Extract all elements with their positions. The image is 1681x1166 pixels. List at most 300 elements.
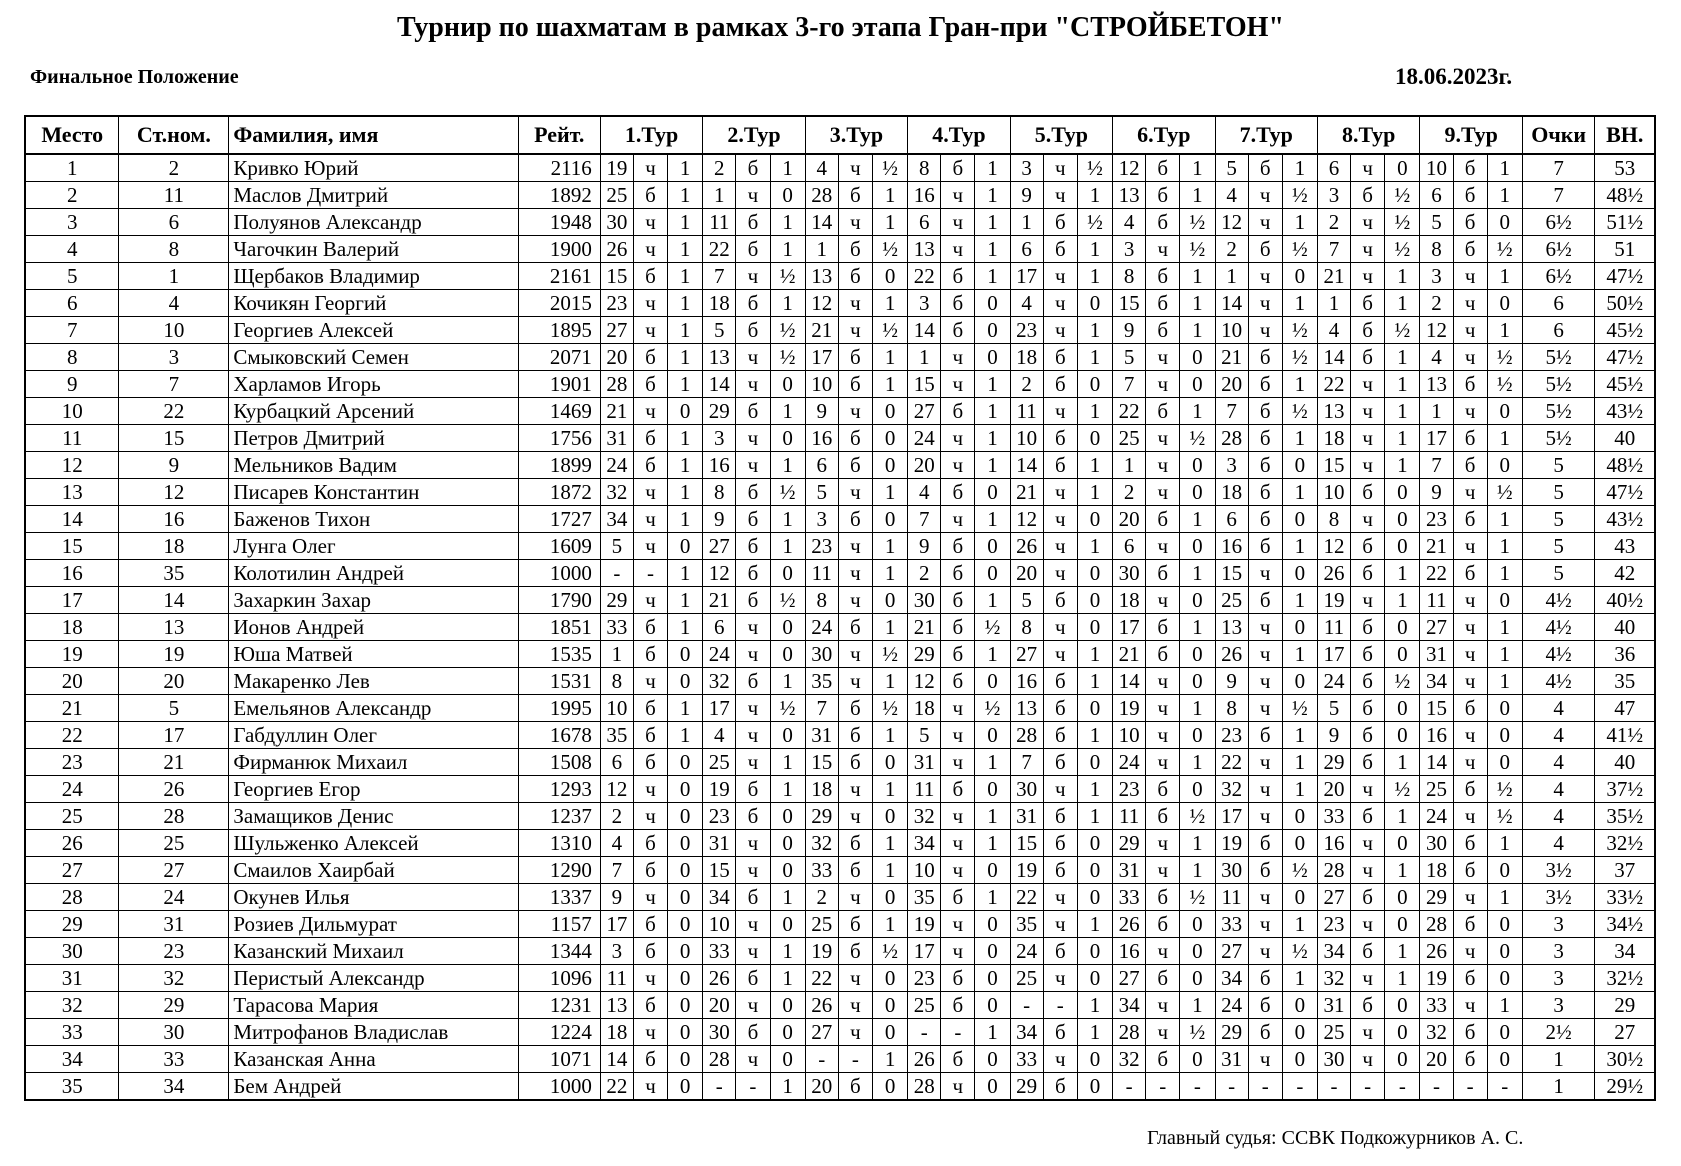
result-cell: 1 <box>1487 533 1522 560</box>
result-cell: 0 <box>1077 965 1112 992</box>
result-cell: 0 <box>975 344 1010 371</box>
rating-cell: 1231 <box>518 992 600 1019</box>
opponent-cell: 2 <box>600 803 633 830</box>
start-number-cell: 21 <box>119 749 229 776</box>
result-cell: 0 <box>1385 614 1420 641</box>
color-cell: ч <box>1248 641 1282 668</box>
opponent-cell: 32 <box>1215 776 1248 803</box>
color-cell: ч <box>1351 965 1385 992</box>
color-cell: б <box>1146 1046 1180 1073</box>
result-cell: ½ <box>1180 425 1215 452</box>
result-cell: 0 <box>1487 452 1522 479</box>
player-name-cell: Смаилов Хаирбай <box>229 857 518 884</box>
opponent-cell: 24 <box>908 425 941 452</box>
opponent-cell: 1 <box>1317 290 1350 317</box>
opponent-cell: 7 <box>600 857 633 884</box>
start-number-cell: 24 <box>119 884 229 911</box>
result-cell: 0 <box>1180 533 1215 560</box>
color-cell: ч <box>1351 1046 1385 1073</box>
color-cell: б <box>838 695 872 722</box>
color-cell: б <box>1248 722 1282 749</box>
result-cell: 1 <box>872 668 907 695</box>
opponent-cell: 26 <box>600 236 633 263</box>
result-cell: ½ <box>1282 344 1317 371</box>
result-cell: 0 <box>1077 587 1112 614</box>
color-cell: б <box>1043 668 1077 695</box>
result-cell: 0 <box>872 803 907 830</box>
result-cell: 1 <box>1487 668 1522 695</box>
opponent-cell: 17 <box>1317 641 1350 668</box>
color-cell: ч <box>1351 857 1385 884</box>
opponent-cell: 28 <box>600 371 633 398</box>
opponent-cell: 3 <box>1317 182 1350 209</box>
opponent-cell: 16 <box>1010 668 1043 695</box>
color-cell: ч <box>736 371 770 398</box>
result-cell: 0 <box>1077 749 1112 776</box>
tiebreak-cell: 50½ <box>1595 290 1655 317</box>
color-cell: б <box>736 209 770 236</box>
color-cell: ч <box>1043 965 1077 992</box>
color-cell: ч <box>1043 533 1077 560</box>
rating-cell: 1851 <box>518 614 600 641</box>
color-cell: - <box>633 560 667 587</box>
color-cell: б <box>1146 884 1180 911</box>
opponent-cell: 11 <box>703 209 736 236</box>
result-cell: ½ <box>975 614 1010 641</box>
tiebreak-cell: 40½ <box>1595 587 1655 614</box>
result-cell: 1 <box>668 722 703 749</box>
result-cell: 1 <box>1077 452 1112 479</box>
player-name-cell: Георгиев Егор <box>229 776 518 803</box>
result-cell: 1 <box>668 209 703 236</box>
opponent-cell: 25 <box>1215 587 1248 614</box>
rating-cell: 1895 <box>518 317 600 344</box>
color-cell: ч <box>633 1019 667 1046</box>
color-cell: ч <box>941 452 975 479</box>
rating-cell: 2161 <box>518 263 600 290</box>
opponent-cell: 15 <box>1420 695 1453 722</box>
color-cell: ч <box>1043 398 1077 425</box>
tiebreak-cell: 53 <box>1595 154 1655 182</box>
start-number-cell: 34 <box>119 1073 229 1101</box>
color-cell: б <box>1453 857 1487 884</box>
start-number-cell: 2 <box>119 154 229 182</box>
points-cell: 1 <box>1522 1073 1595 1101</box>
result-cell: 1 <box>668 290 703 317</box>
opponent-cell: 2 <box>1010 371 1043 398</box>
rating-cell: 1872 <box>518 479 600 506</box>
result-cell: 0 <box>1180 668 1215 695</box>
result-cell: 0 <box>1487 911 1522 938</box>
place-cell: 18 <box>25 614 119 641</box>
result-cell: 1 <box>1077 776 1112 803</box>
color-cell: б <box>633 857 667 884</box>
result-cell: 0 <box>1282 1046 1317 1073</box>
opponent-cell: 29 <box>1420 884 1453 911</box>
result-cell: 1 <box>1282 722 1317 749</box>
player-name-cell: Емельянов Александр <box>229 695 518 722</box>
opponent-cell: 24 <box>1317 668 1350 695</box>
opponent-cell: 29 <box>908 641 941 668</box>
opponent-cell: 5 <box>1215 154 1248 182</box>
opponent-cell: - <box>1010 992 1043 1019</box>
result-cell: 0 <box>1077 1046 1112 1073</box>
color-cell: б <box>736 154 770 182</box>
color-cell: ч <box>838 803 872 830</box>
table-row <box>25 776 1655 803</box>
place-cell: 4 <box>25 236 119 263</box>
result-cell: ½ <box>1282 857 1317 884</box>
result-cell: 1 <box>975 830 1010 857</box>
result-cell: ½ <box>872 154 907 182</box>
opponent-cell: 20 <box>1113 506 1146 533</box>
color-cell: ч <box>1146 668 1180 695</box>
tiebreak-cell: 40 <box>1595 425 1655 452</box>
tiebreak-cell: 33½ <box>1595 884 1655 911</box>
opponent-cell: 32 <box>703 668 736 695</box>
color-cell: б <box>1351 992 1385 1019</box>
table-row <box>25 614 1655 641</box>
opponent-cell: 18 <box>1317 425 1350 452</box>
result-cell: 1 <box>975 154 1010 182</box>
points-cell: 7 <box>1522 182 1595 209</box>
color-cell: ч <box>1146 1019 1180 1046</box>
result-cell: 0 <box>1180 641 1215 668</box>
table-row <box>25 803 1655 830</box>
opponent-cell: 20 <box>600 344 633 371</box>
result-cell: 0 <box>1282 668 1317 695</box>
points-cell: 4 <box>1522 749 1595 776</box>
color-cell: ч <box>1146 371 1180 398</box>
column-header: ВН. <box>1595 116 1655 154</box>
place-cell: 11 <box>25 425 119 452</box>
color-cell: б <box>1351 884 1385 911</box>
result-cell: 0 <box>872 749 907 776</box>
opponent-cell: 22 <box>1010 884 1043 911</box>
opponent-cell: 7 <box>1113 371 1146 398</box>
opponent-cell: 1 <box>600 641 633 668</box>
result-cell: 1 <box>1385 587 1420 614</box>
result-cell: 0 <box>1180 1046 1215 1073</box>
place-cell: 2 <box>25 182 119 209</box>
column-header: Место <box>25 116 119 154</box>
result-cell: - <box>1282 1073 1317 1101</box>
color-cell: б <box>1248 154 1282 182</box>
opponent-cell: 13 <box>703 344 736 371</box>
result-cell: ½ <box>1077 209 1112 236</box>
place-cell: 12 <box>25 452 119 479</box>
color-cell: б <box>1146 182 1180 209</box>
opponent-cell: 4 <box>1215 182 1248 209</box>
opponent-cell: 11 <box>1420 587 1453 614</box>
table-row <box>25 722 1655 749</box>
result-cell: ½ <box>1282 182 1317 209</box>
opponent-cell: 26 <box>1215 641 1248 668</box>
color-cell: ч <box>736 722 770 749</box>
color-cell: - <box>1146 1073 1180 1101</box>
rating-cell: 1678 <box>518 722 600 749</box>
color-cell: ч <box>1248 263 1282 290</box>
color-cell: ч <box>1043 479 1077 506</box>
opponent-cell: 20 <box>1215 371 1248 398</box>
result-cell: 0 <box>770 182 805 209</box>
result-cell: 0 <box>1487 722 1522 749</box>
opponent-cell: - <box>600 560 633 587</box>
color-cell: б <box>1351 560 1385 587</box>
opponent-cell: 18 <box>703 290 736 317</box>
opponent-cell: - <box>908 1019 941 1046</box>
table-row <box>25 263 1655 290</box>
color-cell: б <box>1453 182 1487 209</box>
rating-cell: 1727 <box>518 506 600 533</box>
opponent-cell: 34 <box>1317 938 1350 965</box>
start-number-cell: 17 <box>119 722 229 749</box>
result-cell: 1 <box>1077 317 1112 344</box>
opponent-cell: 11 <box>805 560 838 587</box>
rating-cell: 1337 <box>518 884 600 911</box>
color-cell: ч <box>633 587 667 614</box>
opponent-cell: 34 <box>703 884 736 911</box>
result-cell: 1 <box>1180 857 1215 884</box>
color-cell: ч <box>838 965 872 992</box>
result-cell: ½ <box>1282 317 1317 344</box>
tiebreak-cell: 51½ <box>1595 209 1655 236</box>
opponent-cell: 14 <box>703 371 736 398</box>
opponent-cell: 1 <box>1113 452 1146 479</box>
result-cell: 0 <box>1077 938 1112 965</box>
opponent-cell: 23 <box>908 965 941 992</box>
color-cell: б <box>1043 236 1077 263</box>
opponent-cell: 20 <box>1010 560 1043 587</box>
result-cell: ½ <box>1385 776 1420 803</box>
color-cell: ч <box>1043 1046 1077 1073</box>
color-cell: б <box>1248 506 1282 533</box>
player-name-cell: Казанский Михаил <box>229 938 518 965</box>
color-cell: б <box>1248 587 1282 614</box>
points-cell: 4 <box>1522 722 1595 749</box>
rating-cell: 1609 <box>518 533 600 560</box>
rating-cell: 1344 <box>518 938 600 965</box>
result-cell: 0 <box>668 1019 703 1046</box>
color-cell: ч <box>1351 263 1385 290</box>
start-number-cell: 22 <box>119 398 229 425</box>
result-cell: 1 <box>975 641 1010 668</box>
page-title: Турнир по шахматам в рамках 3-го этапа Гран-при "СТРОЙБЕТОН" <box>396 12 1285 43</box>
color-cell: ч <box>941 911 975 938</box>
result-cell: 0 <box>1077 560 1112 587</box>
points-cell: 7 <box>1522 154 1595 182</box>
player-name-cell: Габдуллин Олег <box>229 722 518 749</box>
opponent-cell: 25 <box>908 992 941 1019</box>
opponent-cell: 30 <box>703 1019 736 1046</box>
result-cell: 0 <box>872 506 907 533</box>
result-cell: 1 <box>1077 722 1112 749</box>
color-cell: ч <box>838 560 872 587</box>
result-cell: 1 <box>1077 263 1112 290</box>
opponent-cell: 17 <box>1420 425 1453 452</box>
opponent-cell: 10 <box>600 695 633 722</box>
tiebreak-cell: 29 <box>1595 992 1655 1019</box>
opponent-cell: 3 <box>908 290 941 317</box>
result-cell: 1 <box>1282 209 1317 236</box>
opponent-cell: 9 <box>703 506 736 533</box>
result-cell: 0 <box>1282 560 1317 587</box>
color-cell: ч <box>1453 668 1487 695</box>
opponent-cell: 2 <box>1215 236 1248 263</box>
result-cell: ½ <box>770 587 805 614</box>
color-cell: ч <box>1146 938 1180 965</box>
color-cell: б <box>1146 154 1180 182</box>
opponent-cell: 5 <box>1420 209 1453 236</box>
result-cell: 0 <box>770 560 805 587</box>
result-cell: 0 <box>668 1046 703 1073</box>
color-cell: б <box>1043 1019 1077 1046</box>
color-cell: ч <box>1248 182 1282 209</box>
opponent-cell: 3 <box>1215 452 1248 479</box>
tiebreak-cell: 34½ <box>1595 911 1655 938</box>
result-cell: 0 <box>668 830 703 857</box>
opponent-cell: 34 <box>600 506 633 533</box>
result-cell: 1 <box>1180 506 1215 533</box>
result-cell: 0 <box>1385 884 1420 911</box>
color-cell: - <box>838 1046 872 1073</box>
rating-cell: 1293 <box>518 776 600 803</box>
result-cell: 0 <box>770 830 805 857</box>
opponent-cell: 8 <box>805 587 838 614</box>
result-cell: 1 <box>1077 641 1112 668</box>
result-cell: 1 <box>975 803 1010 830</box>
color-cell: б <box>1351 614 1385 641</box>
points-cell: 3 <box>1522 911 1595 938</box>
color-cell: ч <box>1453 290 1487 317</box>
player-name-cell: Юша Матвей <box>229 641 518 668</box>
table-row <box>25 668 1655 695</box>
color-cell: б <box>838 857 872 884</box>
opponent-cell: 17 <box>1113 614 1146 641</box>
opponent-cell: 4 <box>1010 290 1043 317</box>
color-cell: б <box>1453 236 1487 263</box>
result-cell: 1 <box>770 452 805 479</box>
color-cell: б <box>838 1073 872 1101</box>
color-cell: б <box>1453 560 1487 587</box>
result-cell: 1 <box>1282 911 1317 938</box>
start-number-cell: 15 <box>119 425 229 452</box>
player-name-cell: Макаренко Лев <box>229 668 518 695</box>
color-cell: б <box>633 938 667 965</box>
color-cell: б <box>1351 479 1385 506</box>
opponent-cell: 28 <box>805 182 838 209</box>
opponent-cell: 16 <box>1113 938 1146 965</box>
opponent-cell: 32 <box>805 830 838 857</box>
tiebreak-cell: 40 <box>1595 614 1655 641</box>
opponent-cell: 23 <box>1317 911 1350 938</box>
points-cell: 5½ <box>1522 344 1595 371</box>
opponent-cell: 8 <box>1420 236 1453 263</box>
color-cell: ч <box>1351 830 1385 857</box>
opponent-cell: 22 <box>600 1073 633 1101</box>
color-cell: ч <box>736 1046 770 1073</box>
place-cell: 28 <box>25 884 119 911</box>
result-cell: ½ <box>1487 776 1522 803</box>
result-cell: 1 <box>872 344 907 371</box>
color-cell: ч <box>1043 263 1077 290</box>
result-cell: 0 <box>1077 506 1112 533</box>
result-cell: 0 <box>1077 425 1112 452</box>
opponent-cell: 27 <box>703 533 736 560</box>
start-number-cell: 3 <box>119 344 229 371</box>
color-cell: б <box>1043 344 1077 371</box>
opponent-cell: 5 <box>1010 587 1043 614</box>
result-cell: 0 <box>1487 587 1522 614</box>
column-header: Фамилия, имя <box>229 116 518 154</box>
result-cell: 1 <box>1180 290 1215 317</box>
color-cell: ч <box>1146 452 1180 479</box>
color-cell: б <box>736 560 770 587</box>
opponent-cell: 8 <box>1317 506 1350 533</box>
color-cell: ч <box>1248 776 1282 803</box>
result-cell: 1 <box>668 344 703 371</box>
result-cell: 1 <box>770 965 805 992</box>
color-cell: ч <box>1146 695 1180 722</box>
result-cell: 0 <box>975 857 1010 884</box>
color-cell: б <box>736 587 770 614</box>
tiebreak-cell: 47½ <box>1595 479 1655 506</box>
place-cell: 6 <box>25 290 119 317</box>
opponent-cell: 12 <box>703 560 736 587</box>
result-cell: 1 <box>872 182 907 209</box>
color-cell: б <box>1043 749 1077 776</box>
color-cell: ч <box>1248 1046 1282 1073</box>
result-cell: ½ <box>1180 884 1215 911</box>
rating-cell: 1224 <box>518 1019 600 1046</box>
result-cell: 0 <box>770 857 805 884</box>
result-cell: 1 <box>770 749 805 776</box>
color-cell: б <box>1146 290 1180 317</box>
result-cell: 1 <box>872 614 907 641</box>
rating-cell: 2015 <box>518 290 600 317</box>
opponent-cell: 9 <box>908 533 941 560</box>
result-cell: 1 <box>1180 695 1215 722</box>
result-cell: ½ <box>1282 398 1317 425</box>
color-cell: б <box>1146 506 1180 533</box>
opponent-cell: 21 <box>805 317 838 344</box>
color-cell: ч <box>1453 587 1487 614</box>
result-cell: 0 <box>975 911 1010 938</box>
player-name-cell: Щербаков Владимир <box>229 263 518 290</box>
result-cell: 0 <box>1487 695 1522 722</box>
result-cell: 1 <box>668 425 703 452</box>
result-cell: 0 <box>872 1073 907 1101</box>
opponent-cell: 29 <box>1010 1073 1043 1101</box>
opponent-cell: 18 <box>600 1019 633 1046</box>
color-cell: б <box>1453 425 1487 452</box>
color-cell: б <box>1043 425 1077 452</box>
result-cell: 0 <box>770 614 805 641</box>
color-cell: б <box>1043 695 1077 722</box>
color-cell: ч <box>1351 398 1385 425</box>
opponent-cell: 22 <box>1215 749 1248 776</box>
color-cell: ч <box>1146 992 1180 1019</box>
opponent-cell: 25 <box>703 749 736 776</box>
table-row <box>25 1019 1655 1046</box>
color-cell: ч <box>1453 992 1487 1019</box>
result-cell: 1 <box>1180 992 1215 1019</box>
color-cell: ч <box>633 884 667 911</box>
color-cell: ч <box>736 695 770 722</box>
result-cell: 0 <box>1487 938 1522 965</box>
result-cell: 0 <box>770 371 805 398</box>
opponent-cell: 13 <box>1113 182 1146 209</box>
